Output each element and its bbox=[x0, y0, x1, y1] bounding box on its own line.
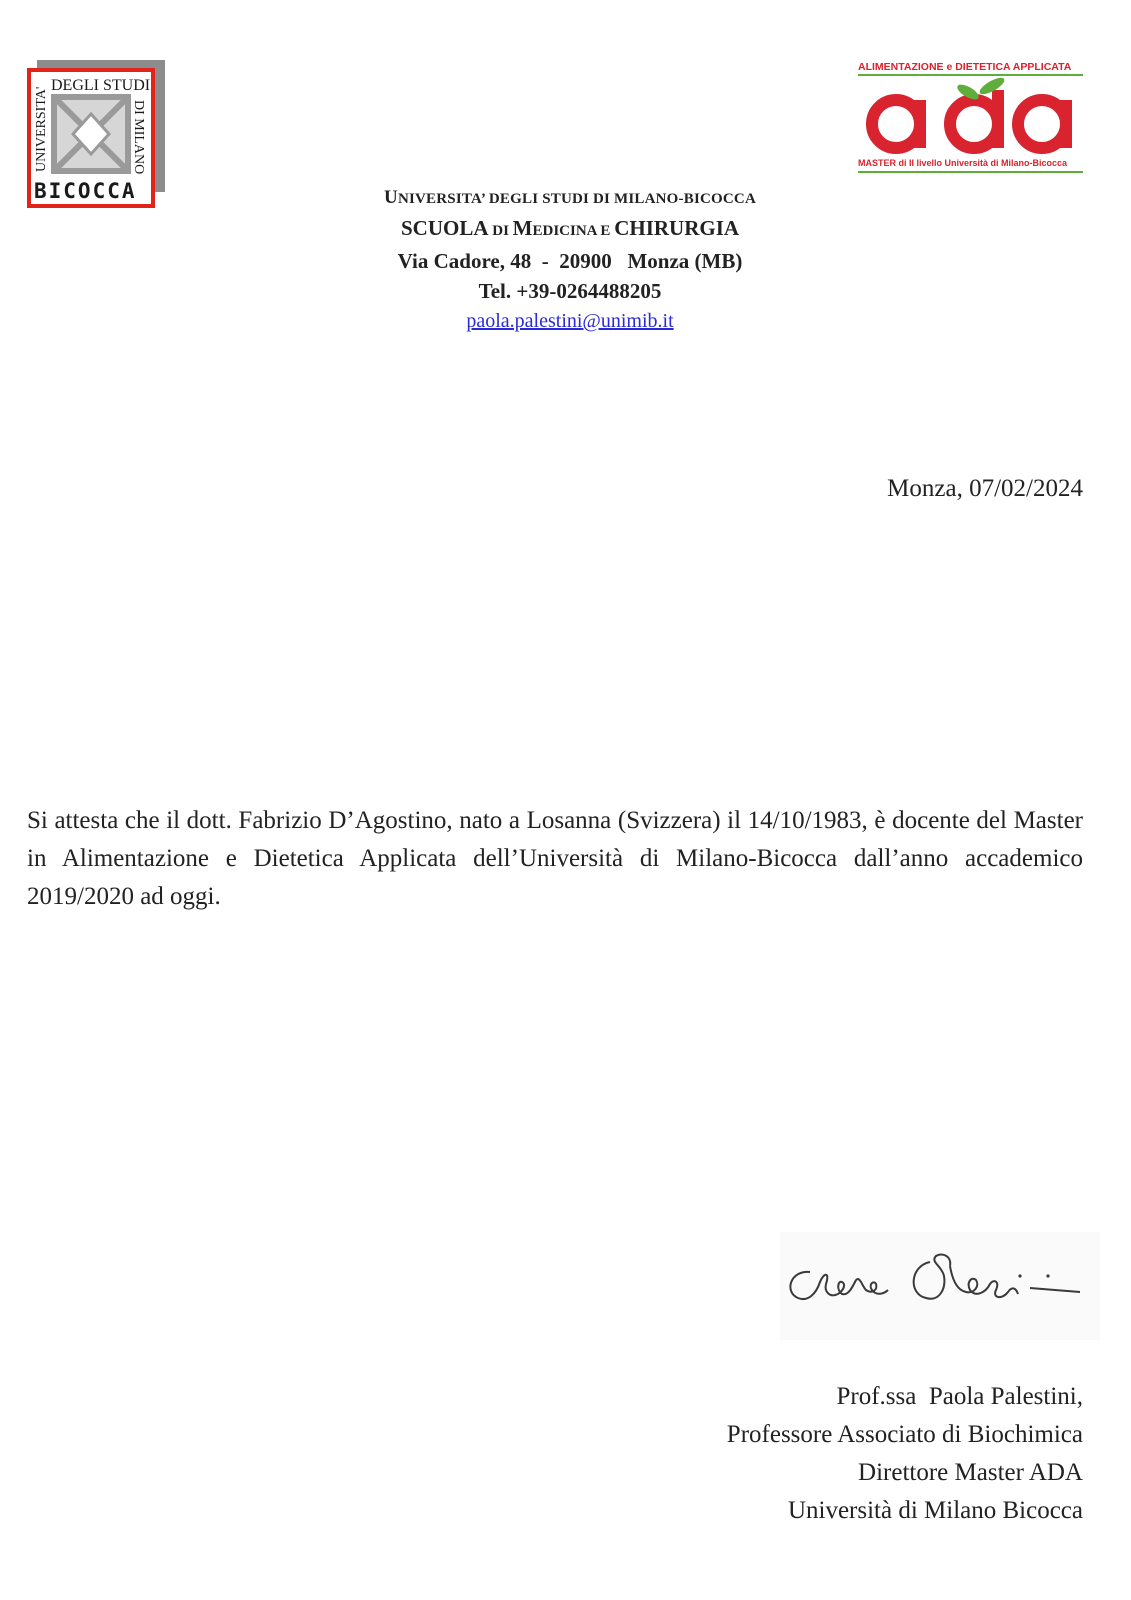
letterhead-email-link[interactable]: paola.palestini@unimib.it bbox=[466, 310, 674, 332]
letterhead-school: SCUOLA DI MEDICINA E CHIRURGIA bbox=[400, 216, 740, 240]
letterhead-address: Via Cadore, 48 - 20900 Monza (MB) bbox=[397, 249, 743, 273]
signer-block bbox=[727, 1378, 1083, 1530]
letterhead bbox=[240, 184, 900, 336]
ada-logo-bottom-text: MASTER di II livello Università di Milano-Bicocca bbox=[858, 158, 1068, 168]
letter-date: Monza, 07/02/2024 bbox=[887, 475, 1083, 502]
bicocca-university-logo bbox=[27, 60, 167, 210]
ada-logo-top-text: ALIMENTAZIONE e DIETETICA APPLICATA bbox=[858, 61, 1072, 73]
certificate-body: Si attesta che il dott. Fabrizio D’Agostino, nato a Losanna (Svizzera) il 14/10/1983, è docente del Master in Alimentazione e Dietetica Applicata dell’Università di Milano-Bicocca dall’anno accademico 2019/2020 ad oggi. bbox=[27, 807, 1083, 910]
signer-institution: Università di Milano Bicocca bbox=[787, 1497, 1083, 1524]
signer-position: Direttore Master ADA bbox=[858, 1459, 1083, 1486]
signer-role: Professore Associato di Biochimica bbox=[726, 1421, 1083, 1448]
handwritten-signature bbox=[780, 1232, 1100, 1340]
bicocca-logo-left-text: UNIVERSITA' bbox=[34, 86, 49, 172]
signer-name: Prof.ssa Paola Palestini, bbox=[836, 1383, 1083, 1410]
bicocca-logo-bottom-text: BICOCCA bbox=[34, 179, 137, 203]
bicocca-logo-top-text: DEGLI STUDI bbox=[51, 77, 151, 94]
ada-master-logo bbox=[858, 58, 1094, 182]
letterhead-university: UNIVERSITA’ DEGLI STUDI DI MILANO-BICOCCA bbox=[384, 187, 756, 208]
letterhead-phone: Tel. +39-0264488205 bbox=[478, 279, 662, 303]
bicocca-logo-right-text: DI MILANO bbox=[131, 100, 146, 175]
